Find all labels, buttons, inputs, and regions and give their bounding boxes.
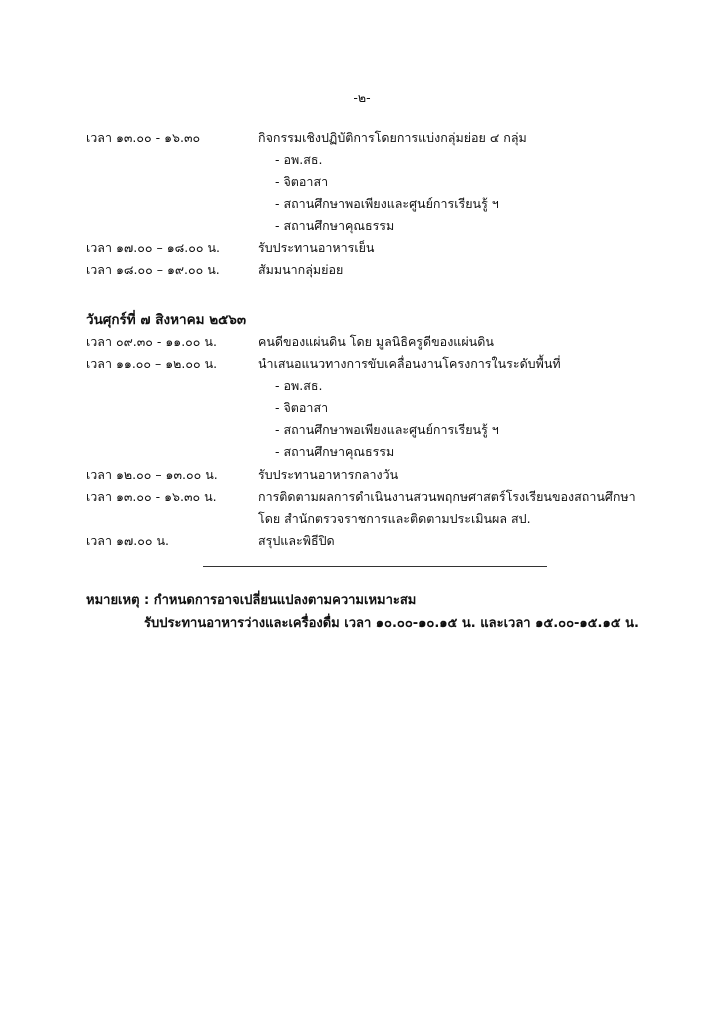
group-item: - สถานศึกษาคุณธรรม [275,444,395,459]
schedule-time: เวลา ๑๒.๐๐ – ๑๓.๐๐ น. [86,467,218,482]
schedule-row [86,530,335,552]
schedule-activity: รับประทานอาหารเย็น [258,240,375,255]
schedule-row [86,259,343,281]
schedule-row [86,353,561,375]
schedule-activity: สัมมนากลุ่มย่อย [258,262,344,277]
schedule-row [86,237,374,259]
group-item: - สถานศึกษาพอเพียงและศูนย์การเรียนรู้ ฯ [275,196,499,211]
schedule-time: เวลา ๑๓.๐๐ - ๑๖.๓๐ น. [86,489,217,504]
note-line-2: รับประทานอาหารว่างและเครื่องดื่ม เวลา ๑๐.๐๐-๑๐.๑๕ น. และเวลา ๑๕.๐๐-๑๕.๑๕ น. [144,616,639,631]
schedule-time: เวลา ๑๗.๐๐ – ๑๘.๐๐ น. [86,240,221,255]
group-item: - จิตอาสา [275,400,329,415]
schedule-time: เวลา ๑๘.๐๐ – ๑๙.๐๐ น. [86,262,220,277]
group-item: - อพ.สธ. [275,378,323,393]
schedule-activity: คนดีของแผ่นดิน โดย มูลนิธิครูดีของแผ่นดิน [258,334,494,349]
schedule-activity: นำเสนอแนวทางการขับเคลื่อนงานโครงการในระดับพื้นที่ [258,356,561,371]
day-heading: วันศุกร์ที่ ๗ สิงหาคม ๒๕๖๓ [86,312,247,328]
schedule-activity: รับประทานอาหารกลางวัน [258,467,399,482]
schedule-row [86,464,398,486]
schedule-activity: สรุปและพิธีปิด [258,533,335,548]
schedule-activity-continued: โดย สำนักตรวจราชการและติดตามประเมินผล สป. [258,511,531,526]
group-item: - สถานศึกษาพอเพียงและศูนย์การเรียนรู้ ฯ [275,422,499,437]
schedule-activity: การติดตามผลการดำเนินงานสวนพฤกษศาสตร์โรงเรียนของสถานศึกษา [258,489,636,504]
schedule-row [86,486,636,508]
divider-line [203,566,547,567]
schedule-time: เวลา ๑๓.๐๐ - ๑๖.๓๐ [86,130,201,145]
schedule-time: เวลา ๑๗.๐๐ น. [86,533,170,548]
schedule-time: เวลา ๐๙.๓๐ - ๑๑.๐๐ น. [86,334,217,349]
group-item: - สถานศึกษาคุณธรรม [275,218,395,233]
schedule-activity: กิจกรรมเชิงปฏิบัติการโดยการแบ่งกลุ่มย่อย ๔ กลุ่ม [258,130,527,145]
schedule-time: เวลา ๑๑.๐๐ – ๑๒.๐๐ น. [86,356,218,371]
note-line-1: หมายเหตุ : กำหนดการอาจเปลี่ยนแปลงตามความเหมาะสม [86,593,417,608]
schedule-row [86,127,527,149]
page-number: -๒- [353,90,371,105]
group-item: - จิตอาสา [275,174,329,189]
group-item: - อพ.สธ. [275,152,323,167]
schedule-row [86,331,494,353]
